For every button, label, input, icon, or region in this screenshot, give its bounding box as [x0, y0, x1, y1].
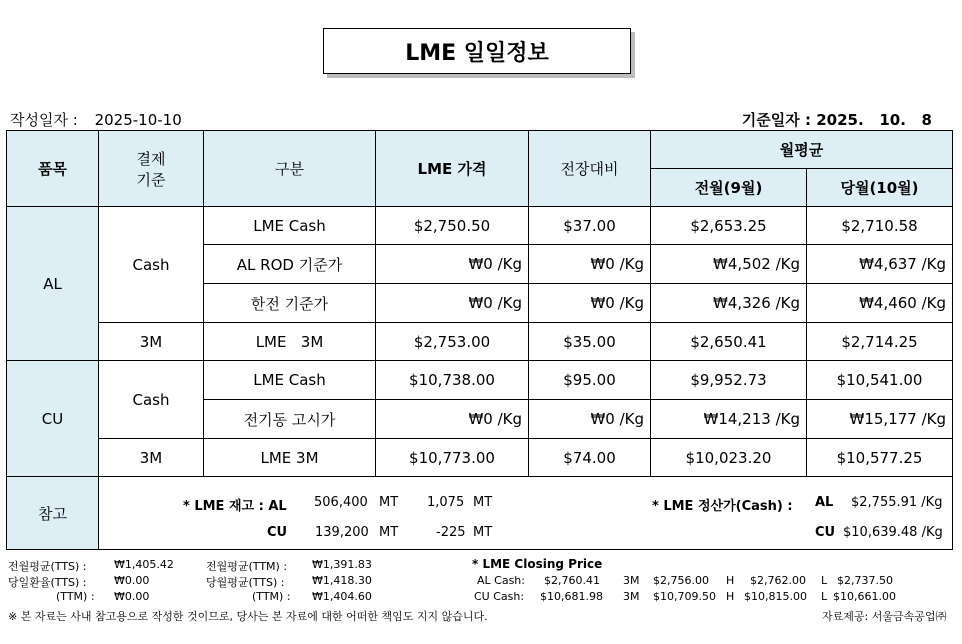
stock-label: * LME 재고 : AL [183, 499, 287, 514]
settle-label: * LME 정산가(Cash) : [652, 499, 793, 514]
table-row [7, 361, 953, 400]
al-3m-label: 3M [623, 574, 640, 587]
al-low-value: $2,737.50 [837, 574, 893, 587]
source-credit: 자료제공: 서울금속공업㈜ [822, 610, 947, 623]
settle-3m: 3M [99, 323, 204, 361]
al-cash-label: AL Cash: [477, 574, 525, 587]
diff-cell: $74.00 [529, 439, 651, 477]
price-cell: ₩0 /Kg [376, 400, 529, 439]
closing-title: * LME Closing Price [472, 557, 603, 571]
header-item: 품목 [7, 131, 99, 207]
diff-cell: $35.00 [529, 323, 651, 361]
written-date [10, 109, 182, 130]
settle-al-label: AL [815, 495, 834, 510]
prev-avg-cell: ₩4,326 /Kg [651, 284, 807, 323]
cu-stock-unit: MT [379, 525, 399, 540]
cur-avg-cell: ₩4,460 /Kg [807, 284, 953, 323]
diff-cell: ₩0 /Kg [529, 245, 651, 284]
al-high-value: $2,762.00 [750, 574, 806, 587]
fx-today-tts-label: 당일환율(TTS) : [8, 576, 87, 589]
prev-avg-cell: $2,650.41 [651, 323, 807, 361]
settle-cash: Cash [99, 207, 204, 323]
page-title: LME 일일정보 [323, 28, 631, 74]
al-stock-unit: MT [379, 495, 399, 510]
settle-3m: 3M [99, 439, 204, 477]
cur-avg-cell: ₩15,177 /Kg [807, 400, 953, 439]
reference-row [7, 477, 953, 550]
diff-cell: ₩0 /Kg [529, 400, 651, 439]
diff-cell: ₩0 /Kg [529, 284, 651, 323]
reference-label: 참고 [7, 477, 99, 550]
category-cell: LME Cash [204, 361, 376, 400]
cur-avg-cell: ₩4,637 /Kg [807, 245, 953, 284]
cu-low-value: $10,661.00 [833, 590, 896, 603]
category-cell: AL ROD 기준가 [204, 245, 376, 284]
price-cell: $2,753.00 [376, 323, 529, 361]
cur-avg-cell: $2,710.58 [807, 207, 953, 245]
cu-cash-label: CU Cash: [474, 590, 525, 603]
cu-high-label: H [726, 590, 735, 603]
fx-cur-tts-value: ₩1,418.30 [312, 574, 372, 587]
basis-date [742, 109, 932, 130]
price-cell: $10,738.00 [376, 361, 529, 400]
diff-cell: $95.00 [529, 361, 651, 400]
table-row [7, 323, 953, 361]
disclaimer: ※ 본 자료는 사내 참고용으로 작성한 것이므로, 당사는 본 자료에 대한 어떠한 책임도 지지 않습니다. [8, 610, 488, 623]
cur-avg-cell: $10,541.00 [807, 361, 953, 400]
cu-stock-change: -225 [436, 525, 466, 540]
written-date-label: 작성일자 : [10, 111, 78, 129]
fx-cur-ttm-value: ₩1,404.60 [312, 590, 372, 603]
cu-3m-label: 3M [623, 590, 640, 603]
item-cu: CU [7, 361, 99, 477]
al-3m-value: $2,756.00 [653, 574, 709, 587]
cu-3m-value: $10,709.50 [653, 590, 716, 603]
table-row [7, 439, 953, 477]
category-cell: 전기동 고시가 [204, 400, 376, 439]
fx-prev-tts-value: ₩1,405.42 [114, 558, 174, 571]
settle-cash: Cash [99, 361, 204, 439]
basis-date-label: 기준일자 : [741, 111, 811, 129]
header-prev-diff: 전장대비 [529, 131, 651, 207]
cu-change-unit: MT [473, 525, 493, 540]
cu-high-value: $10,815.00 [744, 590, 807, 603]
header-monthly-avg: 월평균 [651, 131, 953, 169]
header-category: 구분 [204, 131, 376, 207]
category-cell: LME 3M [204, 439, 376, 477]
settle-cu-label: CU [815, 525, 836, 540]
cur-avg-cell: $2,714.25 [807, 323, 953, 361]
cu-stock: 139,200 [315, 525, 369, 540]
al-low-label: L [821, 574, 828, 587]
al-stock: 506,400 [314, 495, 368, 510]
fx-today-ttm-label: (TTM) : [56, 590, 95, 603]
fx-prev-tts-label: 전월평균(TTS) : [8, 560, 87, 573]
price-cell: ₩0 /Kg [376, 284, 529, 323]
fx-prev-ttm-label: 전월평균(TTM) : [206, 560, 288, 573]
header-settle: 결제 기준 [99, 131, 204, 207]
written-date-value: 2025-10-10 [94, 111, 182, 129]
header-prev-month: 전월(9월) [651, 169, 807, 207]
prev-avg-cell: $2,653.25 [651, 207, 807, 245]
fx-cur-tts-label: 당월평균(TTS) : [206, 576, 285, 589]
al-change-unit: MT [473, 495, 493, 510]
fx-cur-ttm-label: (TTM) : [252, 590, 291, 603]
cu-low-label: L [821, 590, 828, 603]
settle-al-value: $2,755.91 /Kg [851, 495, 943, 510]
fx-today-tts-value: ₩0.00 [114, 574, 150, 587]
al-cash-value: $2,760.41 [544, 574, 600, 587]
cu-cash-value: $10,681.98 [540, 590, 603, 603]
category-cell: LME 3M [204, 323, 376, 361]
header-this-month: 당월(10월) [807, 169, 953, 207]
price-cell: ₩0 /Kg [376, 245, 529, 284]
category-cell: 한전 기준가 [204, 284, 376, 323]
category-cell: LME Cash [204, 207, 376, 245]
price-table [6, 130, 953, 550]
al-stock-change: 1,075 [427, 495, 465, 510]
fx-prev-ttm-value: ₩1,391.83 [312, 558, 372, 571]
cu-stock-label: CU [267, 525, 288, 540]
basis-date-value: 2025. 10. 8 [816, 111, 932, 129]
price-cell: $10,773.00 [376, 439, 529, 477]
table-row [7, 207, 953, 245]
settle-cu-value: $10,639.48 /Kg [843, 525, 943, 540]
prev-avg-cell: ₩4,502 /Kg [651, 245, 807, 284]
prev-avg-cell: $9,952.73 [651, 361, 807, 400]
prev-avg-cell: $10,023.20 [651, 439, 807, 477]
prev-avg-cell: ₩14,213 /Kg [651, 400, 807, 439]
fx-today-ttm-value: ₩0.00 [114, 590, 150, 603]
al-high-label: H [726, 574, 735, 587]
reference-panel [99, 477, 952, 549]
header-lme-price: LME 가격 [376, 131, 529, 207]
cur-avg-cell: $10,577.25 [807, 439, 953, 477]
price-cell: $2,750.50 [376, 207, 529, 245]
diff-cell: $37.00 [529, 207, 651, 245]
item-al: AL [7, 207, 99, 361]
